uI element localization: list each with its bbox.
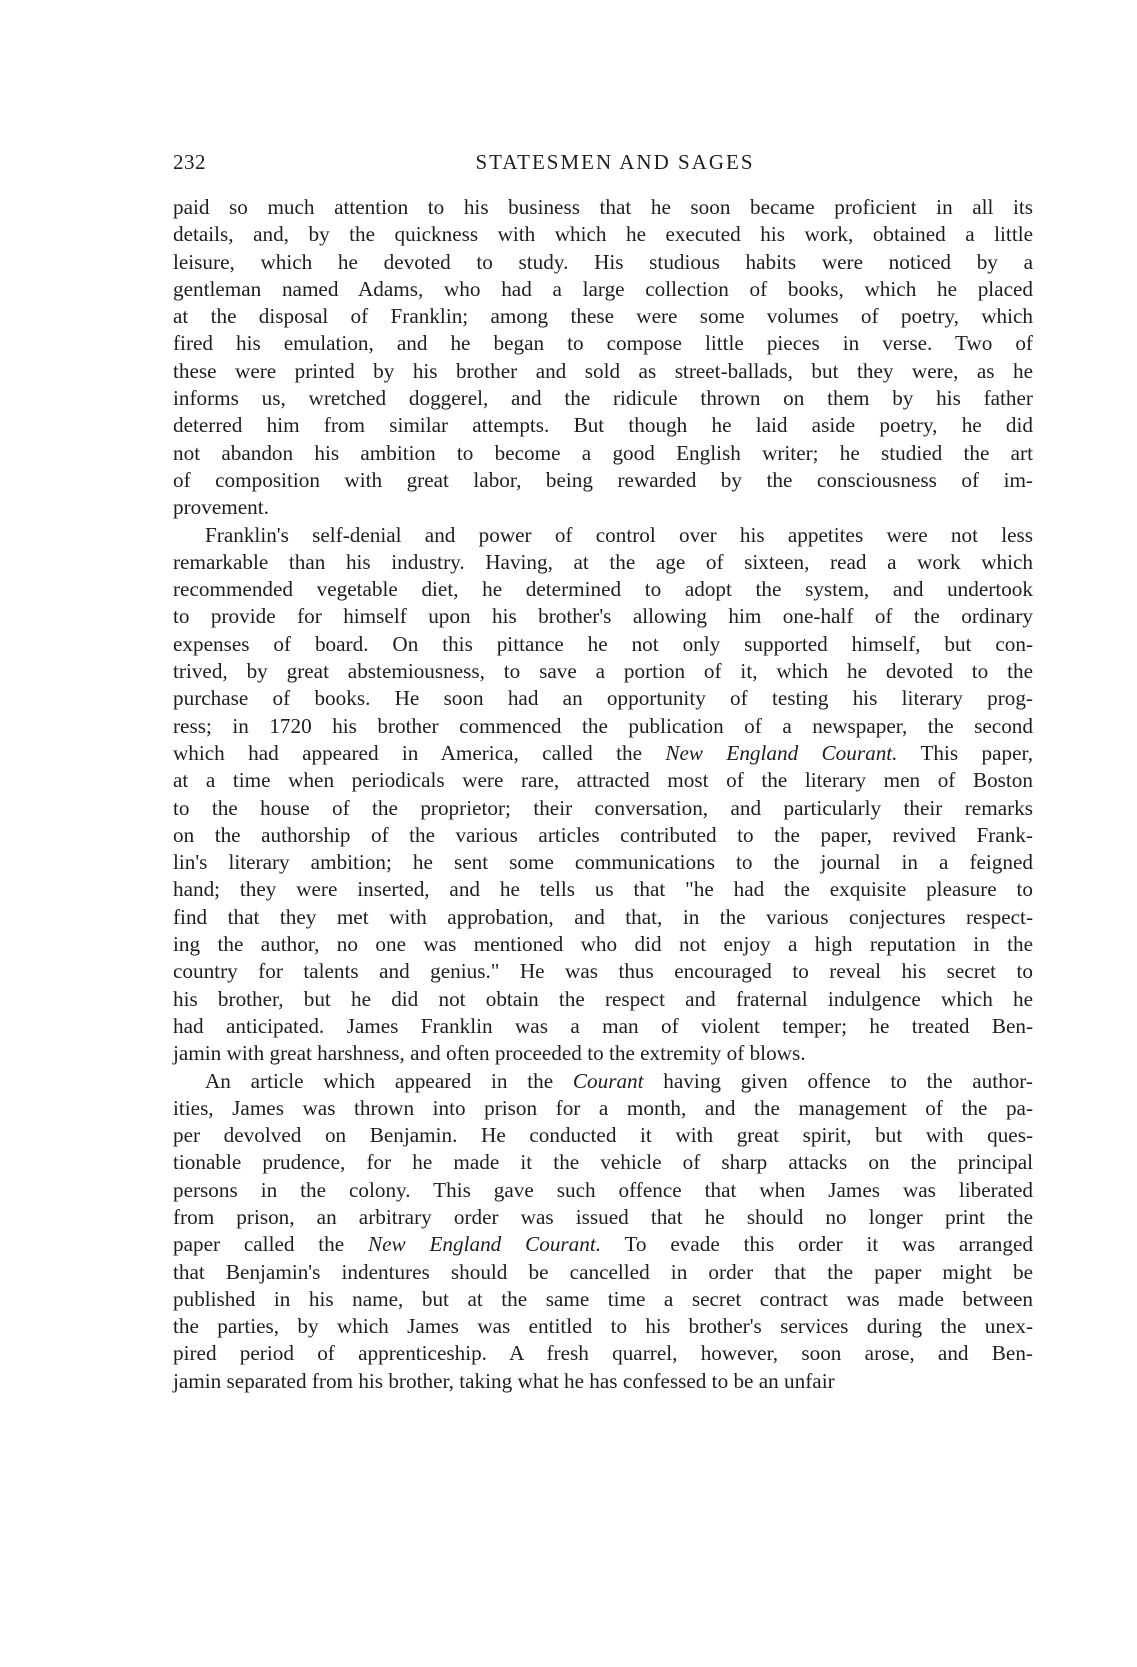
text-line (173, 385, 1033, 412)
text-segment: details, and, by the quickness with which he executed his work, obtained a little (173, 222, 1033, 247)
text-line (173, 1231, 1033, 1258)
text-segment: An article which appeared in the (205, 1068, 573, 1093)
text-segment: having given offence to the author- (643, 1068, 1033, 1093)
text-segment: leisure, which he devoted to study. His studious habits were noticed by a (173, 249, 1033, 274)
text-line (173, 576, 1033, 603)
page-header (173, 150, 1033, 180)
text-segment: at a time when periodicals were rare, attracted most of the literary men of Boston (173, 768, 1033, 793)
text-line (173, 1368, 1033, 1395)
text-segment: hand; they were inserted, and he tells us that "he had the exquisite pleasure to (173, 877, 1033, 902)
text-line (173, 1286, 1033, 1313)
text-segment: to provide for himself upon his brother's allowing him one-half of the ordinary (173, 604, 1033, 629)
text-line (173, 904, 1033, 931)
text-segment: ing the author, no one was mentioned who did not enjoy a high reputation in the (173, 932, 1033, 957)
text-line (173, 658, 1033, 685)
text-segment: find that they met with approbation, and that, in the various conjectures respect- (173, 904, 1033, 929)
text-segment: on the authorship of the various articles contributed to the paper, revived Frank- (173, 822, 1033, 847)
text-segment: provement. (173, 495, 269, 520)
text-segment: jamin with great harshness, and often proceeded to the extremity of blows. (173, 1041, 806, 1066)
text-segment: paid so much attention to his business that he soon became proficient in all its (173, 195, 1033, 219)
text-segment: of composition with great labor, being rewarded by the consciousness of im- (173, 467, 1033, 492)
text-line (173, 276, 1033, 303)
body-text (173, 194, 1033, 1395)
text-segment: recommended vegetable diet, he determined to adopt the system, and undertook (173, 577, 1033, 602)
text-line (173, 1040, 1033, 1067)
text-line (173, 958, 1033, 985)
text-segment: purchase of books. He soon had an opportunity of testing his literary prog- (173, 686, 1033, 711)
text-line (173, 986, 1033, 1013)
paragraph (173, 522, 1033, 1068)
text-line (173, 1013, 1033, 1040)
text-segment: This paper, (897, 740, 1033, 765)
text-line (173, 1259, 1033, 1286)
text-line (173, 1313, 1033, 1340)
text-segment: at the disposal of Franklin; among these were some volumes of poetry, which (173, 304, 1033, 329)
text-segment: trived, by great abstemiousness, to save a portion of it, which he devoted to the (173, 659, 1033, 684)
text-segment: Franklin's self-denial and power of control over his appetites were not less (205, 522, 1033, 547)
text-segment: his brother, but he did not obtain the respect and fraternal indulgence which he (173, 986, 1033, 1011)
text-line (173, 1149, 1033, 1176)
text-segment: country for talents and genius." He was thus encouraged to reveal his secret to (173, 959, 1033, 984)
text-segment: that Benjamin's indentures should be cancelled in order that the paper might be (173, 1259, 1033, 1284)
text-line (173, 494, 1033, 521)
text-segment: published in his name, but at the same time a secret contract was made between (173, 1286, 1033, 1311)
page-number: 232 (173, 150, 206, 174)
text-line (173, 740, 1033, 767)
text-line (173, 795, 1033, 822)
text-segment: gentleman named Adams, who had a large collection of books, which he placed (173, 276, 1033, 301)
text-segment: informs us, wretched doggerel, and the ridicule thrown on them by his father (173, 386, 1033, 411)
text-line (173, 522, 1033, 549)
text-segment: lin's literary ambition; he sent some communications to the journal in a feigned (173, 850, 1033, 875)
text-segment: ities, James was thrown into prison for a month, and the management of the pa- (173, 1095, 1033, 1120)
text-line (173, 221, 1033, 248)
text-line (173, 549, 1033, 576)
text-line (173, 767, 1033, 794)
text-line (173, 1204, 1033, 1231)
text-line (173, 713, 1033, 740)
text-segment: per devolved on Benjamin. He conducted it with great spirit, but with ques- (173, 1123, 1033, 1148)
running-head: STATESMEN AND SAGES (475, 150, 755, 174)
text-line (173, 849, 1033, 876)
text-segment: these were printed by his brother and sold as street-ballads, but they were, as he (173, 358, 1033, 383)
text-segment: paper called the (173, 1232, 368, 1257)
italic-title: Courant (572, 1068, 644, 1093)
text-segment: ress; in 1720 his brother commenced the publication of a newspaper, the second (173, 713, 1033, 738)
text-line (173, 685, 1033, 712)
text-line (173, 194, 1033, 221)
text-line (173, 249, 1033, 276)
text-line (173, 440, 1033, 467)
text-line (173, 1095, 1033, 1122)
text-segment: from prison, an arbitrary order was issued that he should no longer print the (173, 1204, 1033, 1229)
text-line (173, 1340, 1033, 1367)
text-segment: remarkable than his industry. Having, at the age of sixteen, read a work which (173, 549, 1033, 574)
text-line (173, 1122, 1033, 1149)
italic-title: New England Courant. (665, 740, 898, 765)
text-segment: deterred him from similar attempts. But though he laid aside poetry, he did (173, 413, 1033, 438)
italic-title: New England Courant. (367, 1232, 602, 1257)
text-segment: not abandon his ambition to become a good English writer; he studied the art (173, 440, 1033, 465)
text-segment: pired period of apprenticeship. A fresh quarrel, however, soon arose, and Ben- (173, 1341, 1033, 1366)
text-segment: jamin separated from his brother, taking what he has confessed to be an unfair (173, 1368, 835, 1393)
text-line (173, 631, 1033, 658)
text-segment: persons in the colony. This gave such offence that when James was liberated (173, 1177, 1033, 1202)
text-line (173, 822, 1033, 849)
text-line (173, 1177, 1033, 1204)
text-line (173, 467, 1033, 494)
text-segment: to the house of the proprietor; their conversation, and particularly their remarks (173, 795, 1033, 820)
paragraph (173, 1068, 1033, 1396)
text-segment: fired his emulation, and he began to compose little pieces in verse. Two of (173, 331, 1033, 356)
text-line (173, 1068, 1033, 1095)
text-line (173, 931, 1033, 958)
text-segment: which had appeared in America, called the (173, 740, 666, 765)
text-line (173, 330, 1033, 357)
text-line (173, 412, 1033, 439)
text-line (173, 358, 1033, 385)
text-segment: the parties, by which James was entitled to his brother's services during the unex- (173, 1314, 1033, 1339)
paragraph (173, 194, 1033, 522)
text-segment: tionable prudence, for he made it the vehicle of sharp attacks on the principal (173, 1150, 1033, 1175)
text-segment: expenses of board. On this pittance he not only supported himself, but con- (173, 631, 1033, 656)
text-segment: had anticipated. James Franklin was a man of violent temper; he treated Ben- (173, 1013, 1033, 1038)
text-line (173, 876, 1033, 903)
text-line (173, 303, 1033, 330)
text-line (173, 603, 1033, 630)
text-segment: To evade this order it was arranged (601, 1232, 1033, 1257)
